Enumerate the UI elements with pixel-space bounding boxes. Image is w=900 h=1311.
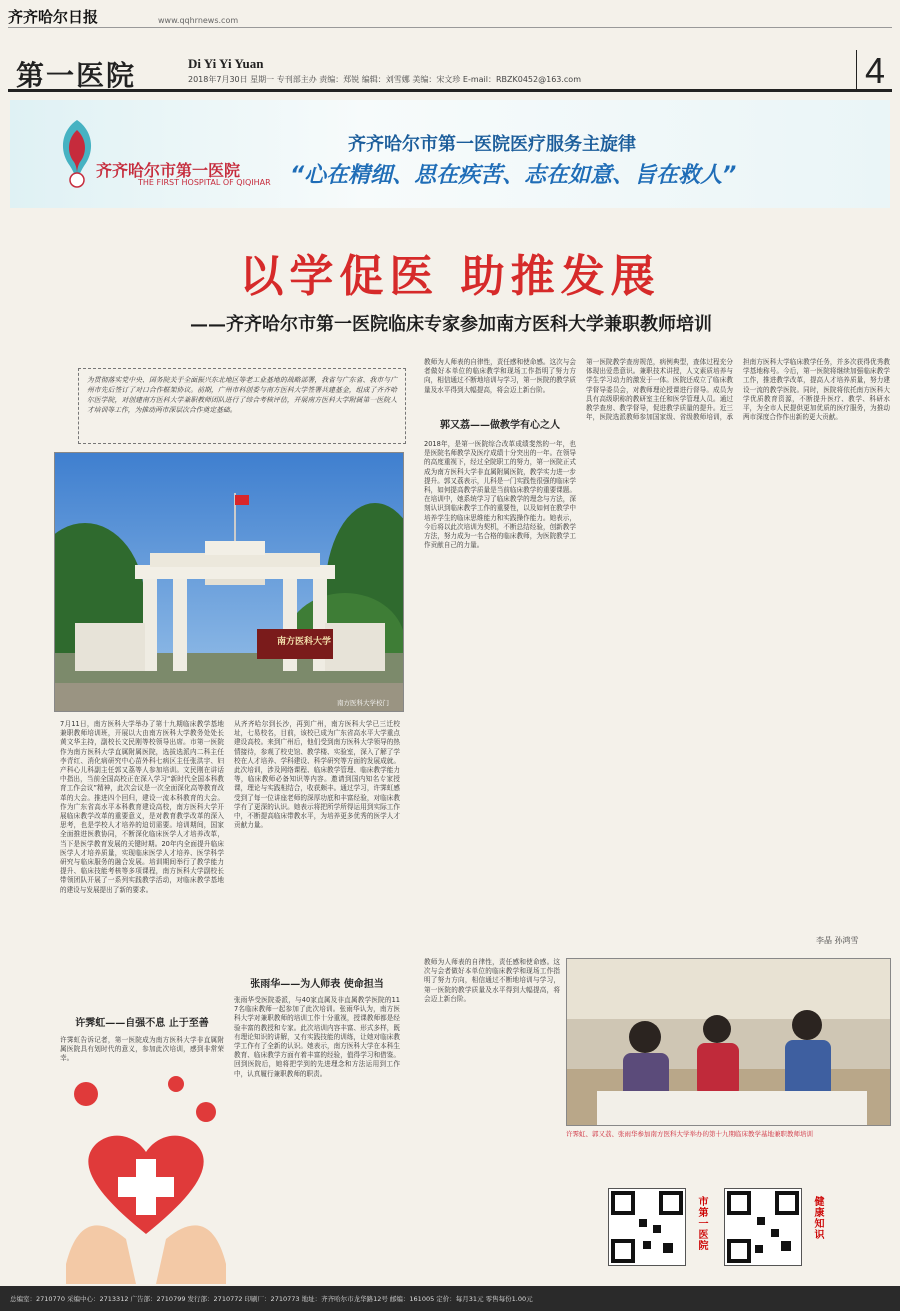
article-column-3: 教师为人师表的自律性，责任感和使命感。这次与会者做好本单位的临床教学和现场工作指明了努力方向，相信通过不断地培训与学习，第一医院的教学质量及水平得到大幅提高，将会迈上新台阶。 [424,358,576,394]
photo-meeting-caption: 许霁虹、郭又荔、张雨华参加南方医科大学举办的第十九期临床教学基地兼职教师培训 [566,1130,813,1138]
subtitle-xu: 许霁虹——自强不息 止于至善 [75,1018,209,1029]
masthead [8,4,892,28]
article-column-3-sub: 2018年，是第一医院综合改革成绩斐然的一年，也是医院名师教学及医疗成绩十分突出的一年。在领导的高度重视下，经过全院职工的努力，第一医院正式成为南方医科大学非直属附属医院，教学实力进一步提升。郭又荔表示，儿科是一门实践性很强的临床学科，如何提高教学质量是当前临床教学的重要课题。在培训中，她系统学习了临床教学的理念与方法，深刻认识到临床教学工作的重要性，以及如何在教学中培养学生的临床思维能力和实践操作能力。她表示，今后将以此次培训为契机，不断总结经验，创新教学方法，努力成为一名合格的临床教师，为医院教学工作贡献自己的力量。 [424,440,576,550]
section-pinyin: Di Yi Yi Yuan [188,56,264,71]
issue-line: 2018年7月30日 星期一 专刊部主办 责编：郑锐 编辑：刘雪娜 美编：宋文珍 E-mail：RBZK0452@163.com [188,75,581,84]
article-lead: 为贯彻落实党中央、国务院关于全面振兴东北地区等老工业基地的战略部署，我省与广东省、我市与广州市先后签订了对口合作框架协议。前期，广州市科创委与南方医科大学签署共建基金，组成了齐齐哈尔医学院，对创建南方医科大学兼职教师团队进行了综合考核评估，开展南方医科大学附属第一医院人才培训等工作，为推动两市深层次合作奠定基础。 [78,368,406,444]
page-number: 4 [856,50,885,90]
heart-hands-icon [56,1064,236,1284]
footer-contact: 总编室：2710770 采编中心：2713312 广告部：2710799 发行部：2710772 印刷厂：2710773 地址：齐齐哈尔市龙华路12号 邮编：161005 定价：每月31元 零售每份1.00元 [0,1286,900,1311]
article-column-1: 7月11日，南方医科大学举办了第十九期临床教学基地兼职教师培训班，开展以大由南方医科大学教务处处长黄文华主持，副校长文民刚等校领导出席。市第一医院作为南方医科大学直属附属医院，选拔选派内二科主任李青红、消化病研究中心苗外科七病区主任张洪宇、妇产科心儿科副主任郭又荔等人参加培训。文民刚在讲话中指出，当前全国高校正在深入学习“新时代全国本科教育工作会议”精神，此次会议是一次全面深化高等教育改革的大会。推进四个回归，建设一流本科教育的大会。作为广东省高水平本科教育建设高校，南方医科大学开展临床教学改革的重要意义，是对教育教学改革的深入思考，也是学校人才培养的迫切需要。培训期间，国家全面推进医教协同，不断深化临床医学人才培养改革，当下是医学教育发展的关键时期。20年内全面提升临床医学人才培养质量，实现临床医学人才培养、医学科学研究与临床服务的融合发展。培训期间举行了教学能力提升、临床技能考核等多项课程，南方医科大学副校长带领团队开展了一系列实践教学活动，对临床教学基地的建设与发展提出了新的要求。 [60,720,224,894]
qr-label-health: 健康知识 [812,1196,823,1240]
training-meeting-illustration [567,959,891,1126]
banner-slogan: “心在精细、思在疾苦、志在如意、旨在救人” [290,163,737,188]
article-column-3-continued: 教师为人师表的自律性，责任感和使命感。这次与会者做好本单位的临床教学和现场工作指明了努力方向，相信通过不断地培训与学习，第一医院的教学质量及水平得到大幅提高，将会迈上新台阶。 [424,958,560,1003]
article-headline: 以学促医 助推发展 [239,251,661,302]
photo-university-gate [54,452,404,712]
section-bar [8,52,892,92]
paper-name: 齐齐哈尔日报 [8,8,99,26]
university-gate-illustration [55,453,404,712]
paper-url[interactable]: www.qqhrnews.com [158,16,239,25]
article-column-1-sub: 许霁虹告诉记者，第一医院成为南方医科大学非直属附属医院具有划时代的意义，参加此次培训，感到非常荣幸。 [60,1036,224,1063]
article-subheadline: ——齐齐哈尔市第一医院临床专家参加南方医科大学兼职教师培训 [190,314,712,335]
photo-gate-sign: 南方医科大学 [277,637,332,647]
section-title: 第一医院 [16,59,137,92]
subtitle-zhang: 张雨华——为人师表 使命担当 [250,979,384,990]
article-column-4: 第一医院教学查房规范，病例典型，查体过程充分体现出爱患意识。兼职技术讲授，人文素质培养与学生学习动力的激发于一体。医院还成立了临床教学督导委员会，对教师理论授课进行督导。成员为具有高级职称的教研室主任和医学管理人员。通过教学查房、教学督导，促进教学质量的提升。近三年，医院选派教师参加国家级、省级教师培训，承担南方医科大学临床教学任务，并多次获得优秀教学基地称号。今后，第一医院将继续加强临床教学工作，推进教学改革，提高人才培养质量，努力建设一流的教学医院。同时，医院将依托南方医科大学优质教育资源，不断提升医疗、教学、科研水平，为全市人民提供更加优质的医疗服务，为推动两市深度合作作出新的更大贡献。 [586,358,890,422]
hospital-logo-en: THE FIRST HOSPITAL OF QIQIHAR [138,178,271,187]
banner-slogan-title: 齐齐哈尔市第一医院医疗服务主旋律 [348,134,636,155]
qr-code-health-icon[interactable] [724,1188,802,1266]
subtitle-guo: 郭又荔——做教学有心之人 [440,420,560,431]
article-column-2: 从齐齐哈尔到长沙，再到广州，南方医科大学已三迁校址，七易校名，目前，该校已成为广东省高水平大学重点建设高校。来到广州后，他们受到南方医科大学领导的热情接待，参观了校史馆、教学楼、实验室，深入了解了学校在人才培养、学科建设、科学研究等方面的发展成就。此次培训，涉及网络课程、临床教学管理、临床教学能力等，临床教师必备知识等内容。邀请到国内知名专家授课，理论与实践相结合，收获颇丰。通过学习，许霁虹感受到了每一位讲座老师的深厚功底和丰富经验，对临床教学有了更深的认识。她表示将把所学所得运用到实际工作中，不断提高临床带教水平，为培养更多优秀的医学人才贡献力量。 [234,720,400,830]
photo-training-meeting [566,958,891,1126]
qr-code-hospital-icon[interactable] [608,1188,686,1266]
article-byline: 李晶 孙鸿雪 [816,936,859,945]
hospital-logo-text: 齐齐哈尔市第一医院 [96,161,241,180]
photo-gate-caption: 南方医科大学校门 [337,699,389,707]
qr-label-hospital: 市第一医院 [696,1196,707,1251]
hospital-banner [10,100,890,208]
article-column-2-sub: 张雨华受医院委派，与40家直属及非直属教学医院的117名临床教师一起参加了此次培训。张雨华认为，南方医科大学对兼职教师的培训工作十分重视，授课教师都是经验丰富的教授和专家。此次培训内容丰富、形式多样，既有理论知识的讲解，又有实践技能的训练，让她对临床教学工作有了全新的认识。她表示，南方医科大学在本科生教育、临床教学方面有着丰富的经验，值得学习和借鉴。回到医院后，她将把学到的先进理念和方法运用到工作中，认真履行兼职教师的职责。 [234,996,400,1078]
